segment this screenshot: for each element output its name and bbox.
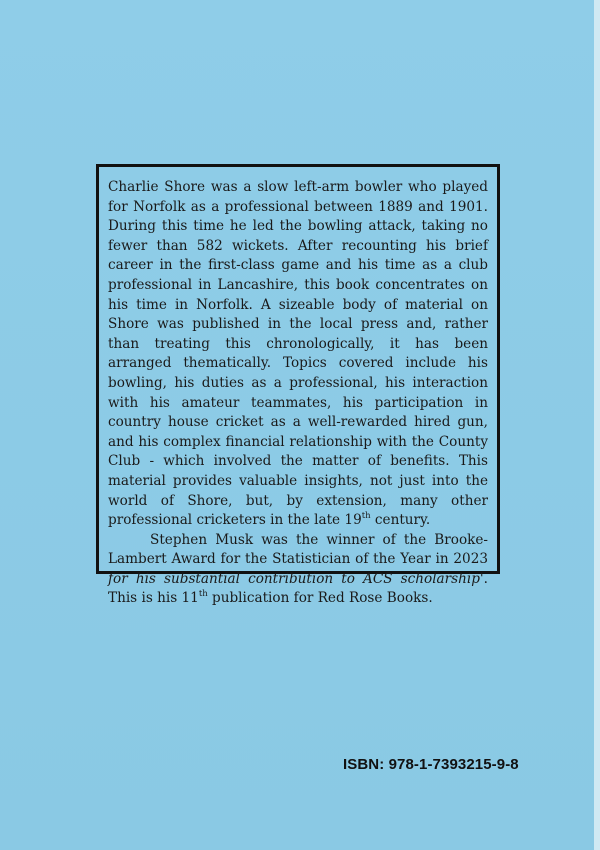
isbn-label: ISBN: 978-1-7393215-9-8 (343, 756, 519, 773)
author-bio-text: Stephen Musk was the winner of the Brooke-Lambert Award for the Statistician of the Year in 2023 (108, 531, 488, 568)
description-text: Charlie Shore was a slow left-arm bowler who played for Norfolk as a professional between 1889 and 1901. During this time he led the bowling attack, taking no fewer than 582 wickets. After recounting his brief career in the first-class game and his time as a club professional in Lancashire, this book concentrates on his time in Norfolk. A sizeable body of material on Shore was published in the local press and, rather than treating this chronologically, it has been arranged thematically. Topics covered include his bowling, his duties as a professional, his interaction with his amateur teammates, his participation in country house cricket as a well-rewarded hired gun, and his complex financial relationship with the County Club - which involved the matter of benefits. This material provides valuable insights, not just into the world of Shore, but, by extension, many other professional cricketers in the late 19 (108, 179, 488, 529)
blurb-box (96, 164, 500, 607)
ordinal-suffix: th (198, 589, 208, 600)
description-end: century. (370, 512, 431, 529)
author-bio-mid: . This is his 11 (108, 570, 488, 607)
award-quote: for his substantial contribution to ACS scholarship' (108, 570, 484, 587)
description-paragraph (108, 178, 488, 531)
author-bio-end: publication for Red Rose Books. (207, 590, 433, 607)
ordinal-suffix: th (361, 511, 371, 522)
author-bio-paragraph (108, 531, 488, 609)
page-edge (594, 0, 600, 850)
